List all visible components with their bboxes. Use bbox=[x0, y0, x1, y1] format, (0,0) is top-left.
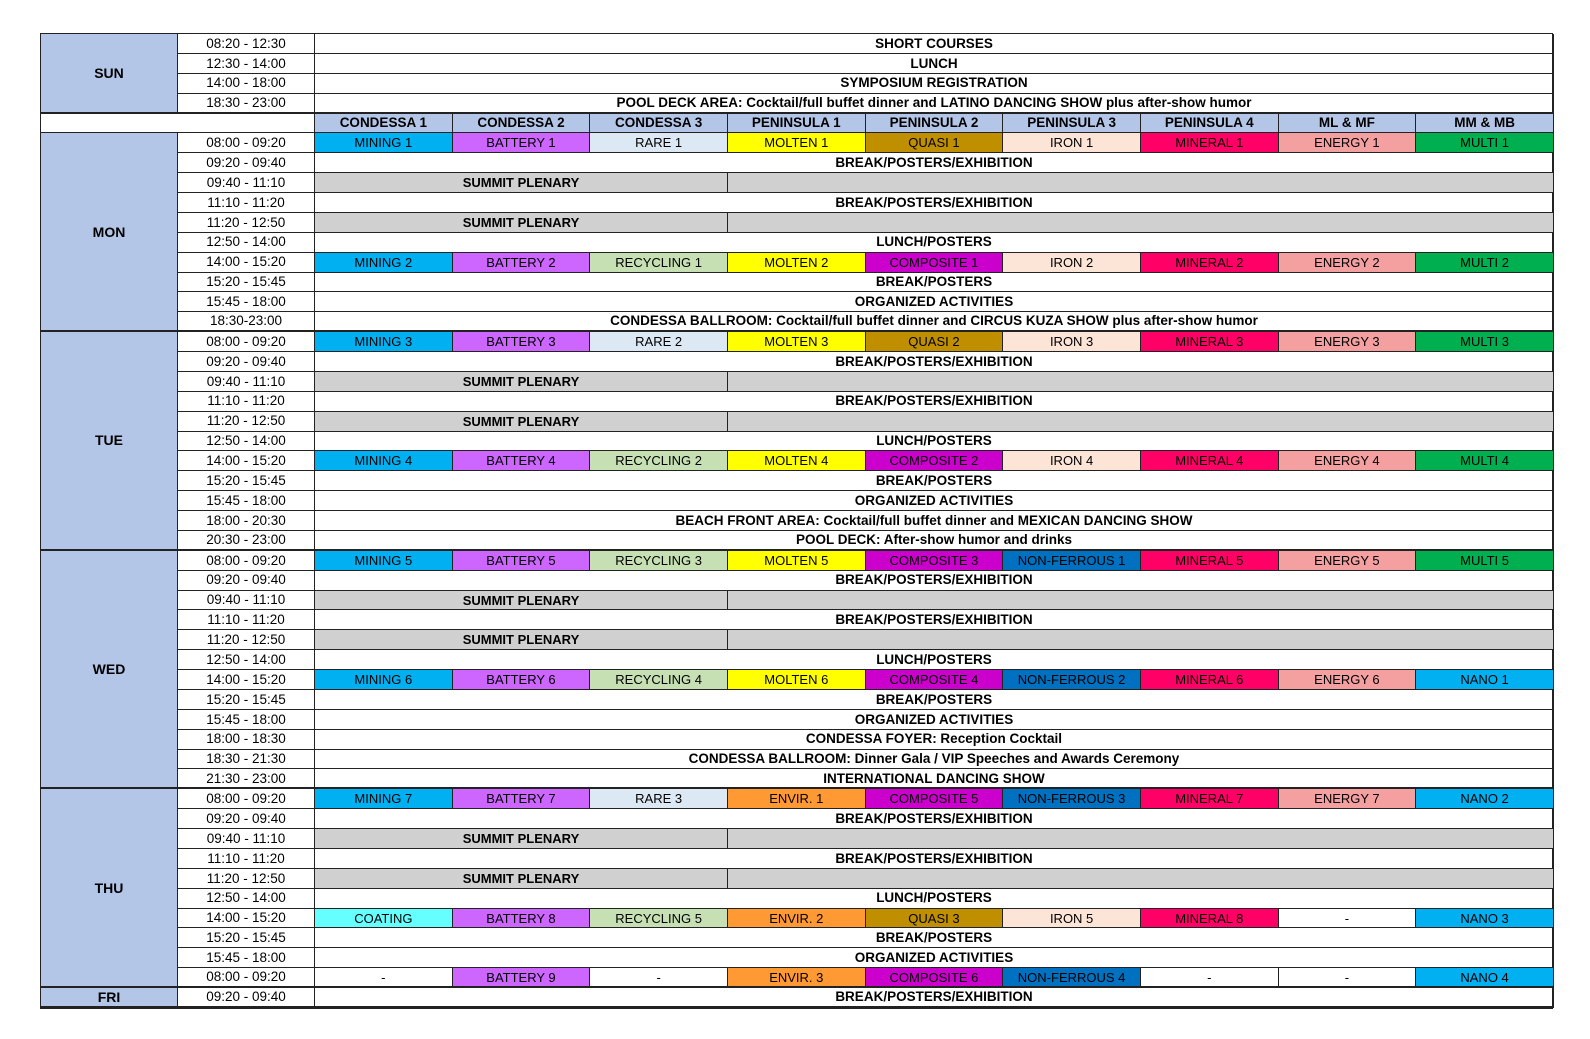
session-cell: COMPOSITE 3 bbox=[866, 551, 1004, 571]
room-header: PENINSULA 1 bbox=[728, 114, 866, 134]
session-cell: MULTI 2 bbox=[1416, 253, 1554, 273]
session-cell: MINERAL 3 bbox=[1141, 332, 1279, 352]
session-cell: ENERGY 1 bbox=[1279, 133, 1417, 153]
event-banner: BREAK/POSTERS/EXHIBITION bbox=[315, 352, 1554, 372]
time-slot: 11:10 - 11:20 bbox=[178, 193, 315, 213]
session-cell: ENVIR. 3 bbox=[728, 968, 866, 988]
session-cell: MULTI 4 bbox=[1416, 451, 1554, 471]
session-cell: MINERAL 2 bbox=[1141, 253, 1279, 273]
session-cell: MULTI 5 bbox=[1416, 551, 1554, 571]
summit-plenary: SUMMIT PLENARY bbox=[315, 173, 728, 193]
event-banner: BREAK/POSTERS/EXHIBITION bbox=[315, 392, 1554, 412]
summit-plenary: SUMMIT PLENARY bbox=[315, 372, 728, 392]
time-slot: 12:50 - 14:00 bbox=[178, 889, 315, 909]
time-slot: 18:00 - 18:30 bbox=[178, 730, 315, 750]
time-slot: 09:20 - 09:40 bbox=[178, 352, 315, 372]
time-slot: 11:20 - 12:50 bbox=[178, 630, 315, 650]
session-cell: QUASI 1 bbox=[866, 133, 1004, 153]
summit-plenary: SUMMIT PLENARY bbox=[315, 213, 728, 233]
session-cell: IRON 1 bbox=[1003, 133, 1141, 153]
event-banner: LUNCH/POSTERS bbox=[315, 432, 1554, 452]
event-banner: BREAK/POSTERS/EXHIBITION bbox=[315, 610, 1554, 630]
plenary-filler bbox=[728, 372, 1554, 392]
day-fri: FRI bbox=[41, 988, 178, 1008]
session-cell: BATTERY 5 bbox=[453, 551, 591, 571]
time-slot: 08:00 - 09:20 bbox=[178, 551, 315, 571]
session-cell: MINERAL 7 bbox=[1141, 789, 1279, 809]
day-sun: SUN bbox=[41, 34, 178, 114]
session-cell: NON-FERROUS 2 bbox=[1003, 670, 1141, 690]
time-slot: 12:50 - 14:00 bbox=[178, 650, 315, 670]
session-cell: ENERGY 6 bbox=[1279, 670, 1417, 690]
session-cell: MINING 2 bbox=[315, 253, 453, 273]
session-cell: MINING 6 bbox=[315, 670, 453, 690]
session-cell: NON-FERROUS 1 bbox=[1003, 551, 1141, 571]
time-slot: 14:00 - 18:00 bbox=[178, 74, 315, 94]
event-banner: CONDESSA FOYER: Reception Cocktail bbox=[315, 730, 1554, 750]
event-banner: CONDESSA BALLROOM: Cocktail/full buffet dinner and CIRCUS KUZA SHOW plus after-show humor bbox=[315, 312, 1554, 332]
summit-plenary: SUMMIT PLENARY bbox=[315, 829, 728, 849]
time-slot: 15:45 - 18:00 bbox=[178, 292, 315, 312]
session-cell: NON-FERROUS 3 bbox=[1003, 789, 1141, 809]
session-cell: ENERGY 5 bbox=[1279, 551, 1417, 571]
session-cell: ENVIR. 2 bbox=[728, 909, 866, 929]
event-banner: BREAK/POSTERS bbox=[315, 690, 1554, 710]
event-banner: SYMPOSIUM REGISTRATION bbox=[315, 74, 1554, 94]
session-cell: MINERAL 4 bbox=[1141, 451, 1279, 471]
session-cell: MULTI 3 bbox=[1416, 332, 1554, 352]
session-cell: ENERGY 7 bbox=[1279, 789, 1417, 809]
summit-plenary: SUMMIT PLENARY bbox=[315, 412, 728, 432]
room-header: CONDESSA 2 bbox=[453, 114, 591, 134]
time-slot: 11:10 - 11:20 bbox=[178, 392, 315, 412]
session-cell: NON-FERROUS 4 bbox=[1003, 968, 1141, 988]
session-cell: RECYCLING 4 bbox=[590, 670, 728, 690]
session-cell: NANO 4 bbox=[1416, 968, 1554, 988]
room-header: PENINSULA 3 bbox=[1003, 114, 1141, 134]
session-cell: MOLTEN 4 bbox=[728, 451, 866, 471]
session-cell: QUASI 3 bbox=[866, 909, 1004, 929]
session-cell: - bbox=[1279, 968, 1417, 988]
schedule-grid bbox=[40, 33, 1553, 1009]
time-slot: 18:30 - 23:00 bbox=[178, 94, 315, 114]
session-cell: MINING 4 bbox=[315, 451, 453, 471]
session-cell: RARE 3 bbox=[590, 789, 728, 809]
session-cell: MINING 3 bbox=[315, 332, 453, 352]
session-cell: COMPOSITE 1 bbox=[866, 253, 1004, 273]
event-banner: SHORT COURSES bbox=[315, 34, 1554, 54]
event-banner: BREAK/POSTERS/EXHIBITION bbox=[315, 153, 1554, 173]
time-slot: 14:00 - 15:20 bbox=[178, 253, 315, 273]
event-banner: BREAK/POSTERS bbox=[315, 928, 1554, 948]
session-cell: COMPOSITE 6 bbox=[866, 968, 1004, 988]
session-cell: RECYCLING 3 bbox=[590, 551, 728, 571]
time-slot: 18:00 - 20:30 bbox=[178, 511, 315, 531]
time-slot: 21:30 - 23:00 bbox=[178, 769, 315, 789]
plenary-filler bbox=[728, 173, 1554, 193]
day-mon: MON bbox=[41, 133, 178, 332]
event-banner: ORGANIZED ACTIVITIES bbox=[315, 491, 1554, 511]
session-cell: MOLTEN 3 bbox=[728, 332, 866, 352]
event-banner: BREAK/POSTERS/EXHIBITION bbox=[315, 849, 1554, 869]
time-slot: 15:20 - 15:45 bbox=[178, 690, 315, 710]
room-header: PENINSULA 2 bbox=[866, 114, 1004, 134]
session-cell: IRON 3 bbox=[1003, 332, 1141, 352]
time-slot: 11:20 - 12:50 bbox=[178, 869, 315, 889]
event-banner: INTERNATIONAL DANCING SHOW bbox=[315, 769, 1554, 789]
time-slot: 12:50 - 14:00 bbox=[178, 432, 315, 452]
session-cell: MULTI 1 bbox=[1416, 133, 1554, 153]
session-cell: NANO 1 bbox=[1416, 670, 1554, 690]
session-cell: MINERAL 5 bbox=[1141, 551, 1279, 571]
session-cell: NANO 2 bbox=[1416, 789, 1554, 809]
time-slot: 09:40 - 11:10 bbox=[178, 591, 315, 611]
day-thu: THU bbox=[41, 789, 178, 988]
time-slot: 15:45 - 18:00 bbox=[178, 710, 315, 730]
time-slot: 20:30 - 23:00 bbox=[178, 531, 315, 551]
time-slot: 14:00 - 15:20 bbox=[178, 451, 315, 471]
header-corner bbox=[41, 114, 315, 134]
session-cell: COMPOSITE 4 bbox=[866, 670, 1004, 690]
event-banner: BREAK/POSTERS/EXHIBITION bbox=[315, 809, 1554, 829]
session-cell: RECYCLING 2 bbox=[590, 451, 728, 471]
summit-plenary: SUMMIT PLENARY bbox=[315, 630, 728, 650]
session-cell: BATTERY 2 bbox=[453, 253, 591, 273]
time-slot: 15:45 - 18:00 bbox=[178, 948, 315, 968]
time-slot: 09:20 - 09:40 bbox=[178, 153, 315, 173]
plenary-filler bbox=[728, 213, 1554, 233]
time-slot: 09:20 - 09:40 bbox=[178, 809, 315, 829]
time-slot: 08:00 - 09:20 bbox=[178, 968, 315, 988]
room-header: MM & MB bbox=[1416, 114, 1554, 134]
session-cell: MINING 1 bbox=[315, 133, 453, 153]
time-slot: 15:20 - 15:45 bbox=[178, 273, 315, 293]
event-banner: POOL DECK: After-show humor and drinks bbox=[315, 531, 1554, 551]
event-banner: CONDESSA BALLROOM: Dinner Gala / VIP Speeches and Awards Ceremony bbox=[315, 750, 1554, 770]
plenary-filler bbox=[728, 829, 1554, 849]
plenary-filler bbox=[728, 869, 1554, 889]
session-cell: BATTERY 9 bbox=[453, 968, 591, 988]
day-tue: TUE bbox=[41, 332, 178, 551]
summit-plenary: SUMMIT PLENARY bbox=[315, 591, 728, 611]
session-cell: - bbox=[1279, 909, 1417, 929]
session-cell: BATTERY 6 bbox=[453, 670, 591, 690]
event-banner: BREAK/POSTERS bbox=[315, 273, 1554, 293]
event-banner: BREAK/POSTERS bbox=[315, 471, 1554, 491]
summit-plenary: SUMMIT PLENARY bbox=[315, 869, 728, 889]
session-cell: MINERAL 6 bbox=[1141, 670, 1279, 690]
day-wed: WED bbox=[41, 551, 178, 790]
session-cell: MOLTEN 6 bbox=[728, 670, 866, 690]
session-cell: ENERGY 3 bbox=[1279, 332, 1417, 352]
session-cell: RECYCLING 5 bbox=[590, 909, 728, 929]
session-cell: ENERGY 2 bbox=[1279, 253, 1417, 273]
time-slot: 09:40 - 11:10 bbox=[178, 372, 315, 392]
room-header: PENINSULA 4 bbox=[1141, 114, 1279, 134]
event-banner: BEACH FRONT AREA: Cocktail/full buffet dinner and MEXICAN DANCING SHOW bbox=[315, 511, 1554, 531]
session-cell: - bbox=[590, 968, 728, 988]
time-slot: 18:30 - 21:30 bbox=[178, 750, 315, 770]
time-slot: 15:20 - 15:45 bbox=[178, 928, 315, 948]
time-slot: 08:00 - 09:20 bbox=[178, 332, 315, 352]
time-slot: 11:20 - 12:50 bbox=[178, 213, 315, 233]
session-cell: MOLTEN 1 bbox=[728, 133, 866, 153]
event-banner: POOL DECK AREA: Cocktail/full buffet dinner and LATINO DANCING SHOW plus after-show humor bbox=[315, 94, 1554, 114]
session-cell: BATTERY 1 bbox=[453, 133, 591, 153]
session-cell: BATTERY 4 bbox=[453, 451, 591, 471]
event-banner: LUNCH/POSTERS bbox=[315, 889, 1554, 909]
time-slot: 14:00 - 15:20 bbox=[178, 909, 315, 929]
time-slot: 09:40 - 11:10 bbox=[178, 829, 315, 849]
session-cell: IRON 2 bbox=[1003, 253, 1141, 273]
event-banner: LUNCH bbox=[315, 54, 1554, 74]
event-banner: ORGANIZED ACTIVITIES bbox=[315, 710, 1554, 730]
session-cell: MOLTEN 2 bbox=[728, 253, 866, 273]
event-banner: BREAK/POSTERS/EXHIBITION bbox=[315, 193, 1554, 213]
session-cell: BATTERY 3 bbox=[453, 332, 591, 352]
session-cell: QUASI 2 bbox=[866, 332, 1004, 352]
time-slot: 09:40 - 11:10 bbox=[178, 173, 315, 193]
event-banner: ORGANIZED ACTIVITIES bbox=[315, 948, 1554, 968]
plenary-filler bbox=[728, 630, 1554, 650]
session-cell: RARE 2 bbox=[590, 332, 728, 352]
session-cell: NANO 3 bbox=[1416, 909, 1554, 929]
plenary-filler bbox=[728, 412, 1554, 432]
time-slot: 14:00 - 15:20 bbox=[178, 670, 315, 690]
session-cell: - bbox=[315, 968, 453, 988]
time-slot: 11:20 - 12:50 bbox=[178, 412, 315, 432]
session-cell: MINING 5 bbox=[315, 551, 453, 571]
plenary-filler bbox=[728, 591, 1554, 611]
time-slot: 12:50 - 14:00 bbox=[178, 233, 315, 253]
time-slot: 11:10 - 11:20 bbox=[178, 610, 315, 630]
session-cell: - bbox=[1141, 968, 1279, 988]
session-cell: MINERAL 8 bbox=[1141, 909, 1279, 929]
event-banner: LUNCH/POSTERS bbox=[315, 650, 1554, 670]
time-slot: 15:20 - 15:45 bbox=[178, 471, 315, 491]
time-slot: 08:00 - 09:20 bbox=[178, 133, 315, 153]
time-slot: 11:10 - 11:20 bbox=[178, 849, 315, 869]
time-slot: 09:20 - 09:40 bbox=[178, 988, 315, 1008]
room-header: CONDESSA 3 bbox=[590, 114, 728, 134]
session-cell: RARE 1 bbox=[590, 133, 728, 153]
room-header: CONDESSA 1 bbox=[315, 114, 453, 134]
time-slot: 12:30 - 14:00 bbox=[178, 54, 315, 74]
session-cell: COMPOSITE 5 bbox=[866, 789, 1004, 809]
room-header: ML & MF bbox=[1279, 114, 1417, 134]
event-banner: BREAK/POSTERS/EXHIBITION bbox=[315, 571, 1554, 591]
time-slot: 08:20 - 12:30 bbox=[178, 34, 315, 54]
time-slot: 09:20 - 09:40 bbox=[178, 571, 315, 591]
session-cell: BATTERY 8 bbox=[453, 909, 591, 929]
session-cell: IRON 4 bbox=[1003, 451, 1141, 471]
event-banner: LUNCH/POSTERS bbox=[315, 233, 1554, 253]
event-banner: ORGANIZED ACTIVITIES bbox=[315, 292, 1554, 312]
session-cell: ENVIR. 1 bbox=[728, 789, 866, 809]
time-slot: 15:45 - 18:00 bbox=[178, 491, 315, 511]
session-cell: IRON 5 bbox=[1003, 909, 1141, 929]
session-cell: MOLTEN 5 bbox=[728, 551, 866, 571]
session-cell: ENERGY 4 bbox=[1279, 451, 1417, 471]
session-cell: MINERAL 1 bbox=[1141, 133, 1279, 153]
time-slot: 08:00 - 09:20 bbox=[178, 789, 315, 809]
session-cell: COMPOSITE 2 bbox=[866, 451, 1004, 471]
session-cell: RECYCLING 1 bbox=[590, 253, 728, 273]
time-slot: 18:30-23:00 bbox=[178, 312, 315, 332]
session-cell: COATING bbox=[315, 909, 453, 929]
session-cell: BATTERY 7 bbox=[453, 789, 591, 809]
event-banner: BREAK/POSTERS/EXHIBITION bbox=[315, 988, 1554, 1008]
session-cell: MINING 7 bbox=[315, 789, 453, 809]
